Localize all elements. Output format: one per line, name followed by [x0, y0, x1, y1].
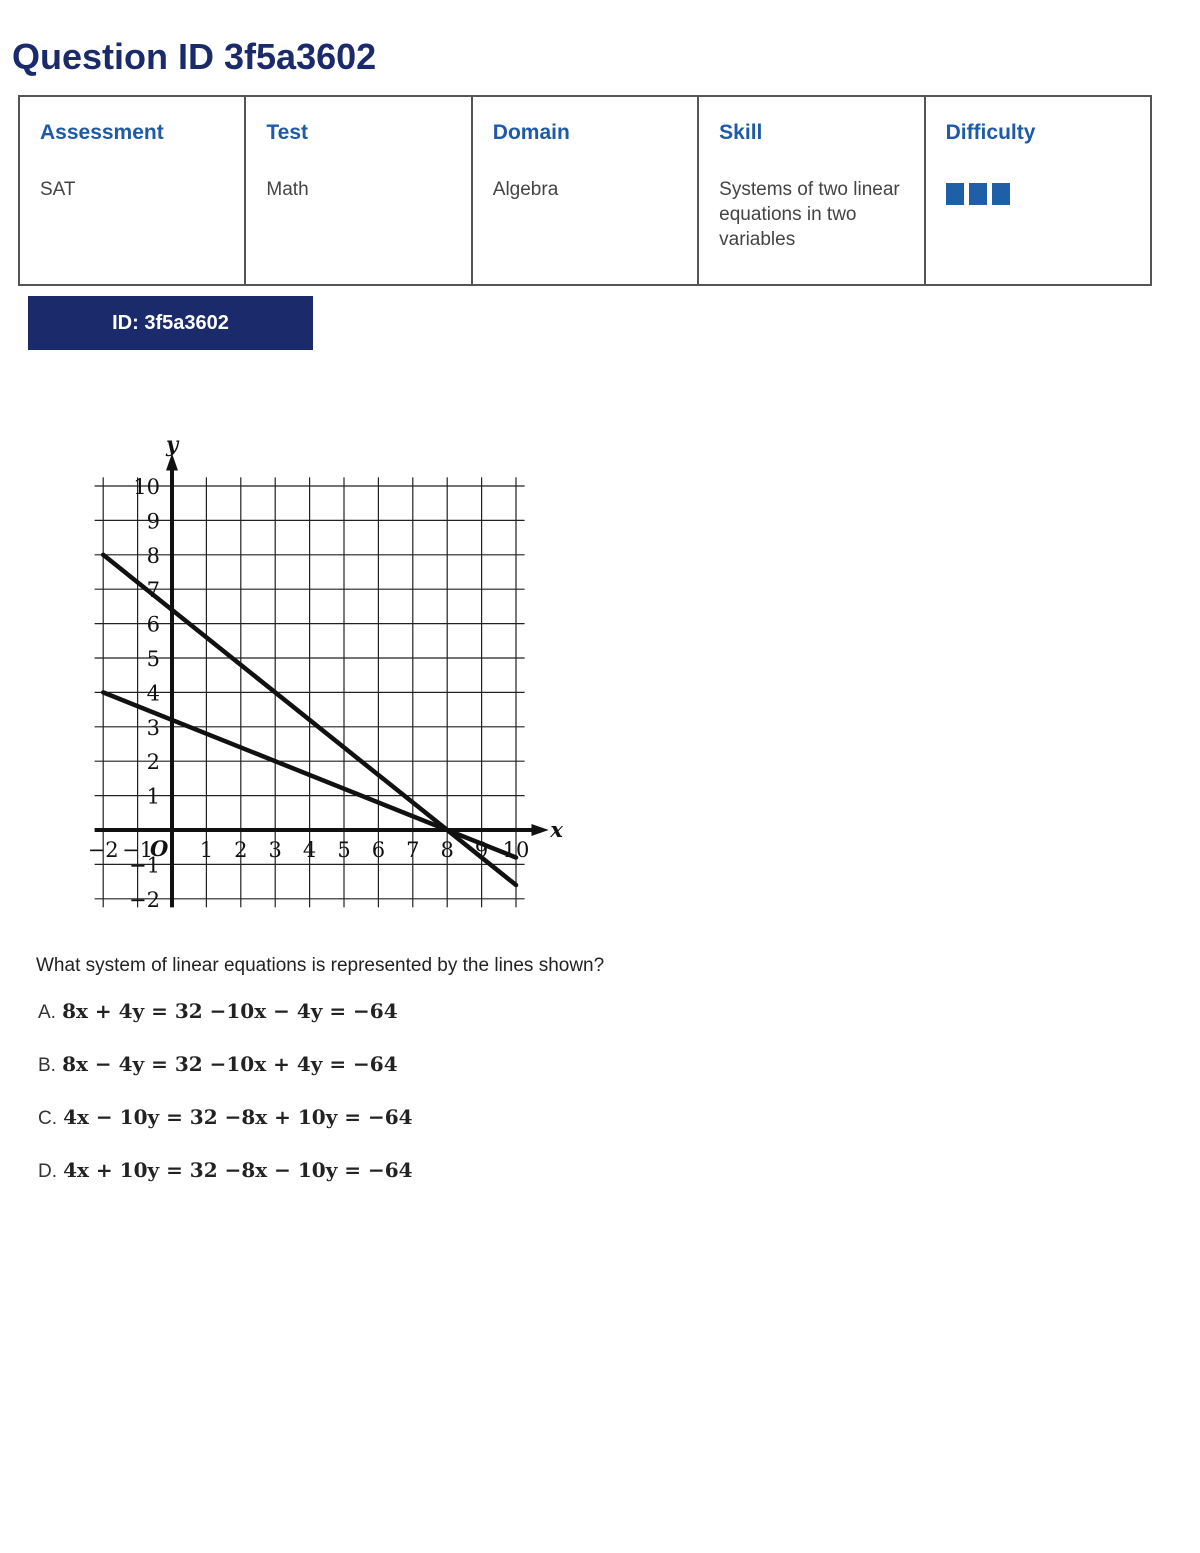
choice-d-equation: 4x + 10y = 32 −8x − 10y = −64 — [63, 1158, 413, 1182]
x-tick-label: 10 — [502, 838, 530, 862]
test-header: Test — [266, 121, 309, 144]
y-tick-label: −1 — [129, 853, 160, 878]
y-axis-label: y — [166, 431, 179, 457]
x-tick-label: 7 — [406, 838, 420, 862]
x-tick-label: 5 — [337, 838, 351, 862]
domain-header: Domain — [492, 121, 570, 144]
test-cell — [245, 96, 471, 285]
difficulty-header: Difficulty — [945, 121, 1036, 144]
x-tick-label: 2 — [234, 838, 248, 862]
y-tick-label: 5 — [146, 647, 160, 671]
page-title: Question ID 3f5a3602 — [12, 36, 377, 77]
y-tick-label: 2 — [146, 750, 160, 775]
domain-value: Algebra — [492, 179, 559, 200]
y-tick-label: 6 — [146, 612, 160, 637]
difficulty-indicator — [946, 183, 1130, 205]
question-id-badge: ID: 3f5a3602 — [28, 296, 313, 350]
x-tick-label: 8 — [440, 838, 454, 862]
x-axis-arrow — [531, 824, 548, 836]
question-meta-table — [18, 95, 1152, 286]
assessment-value: SAT — [40, 179, 76, 200]
y-tick-label: 3 — [146, 715, 160, 740]
difficulty-bar — [992, 183, 1010, 205]
assessment-header: Assessment — [40, 121, 164, 144]
skill-cell — [698, 96, 924, 285]
choice-d[interactable] — [38, 1157, 413, 1183]
choice-c-letter: C. — [38, 1108, 57, 1129]
choice-c-equation: 4x − 10y = 32 −8x + 10y = −64 — [63, 1105, 413, 1129]
y-tick-label: 9 — [146, 509, 160, 534]
coordinate-graph — [60, 430, 563, 920]
choice-a[interactable] — [38, 998, 398, 1024]
choice-c[interactable] — [38, 1104, 413, 1130]
choice-b[interactable] — [38, 1051, 398, 1077]
assessment-cell — [19, 96, 245, 285]
choice-a-letter: A. — [38, 1002, 56, 1023]
choice-b-equation: 8x − 4y = 32 −10x + 4y = −64 — [62, 1052, 398, 1076]
x-tick-label: 9 — [474, 838, 489, 862]
domain-cell — [472, 96, 698, 285]
question-prompt: What system of linear equations is represented by the lines shown? — [36, 955, 605, 976]
x-axis-label: x — [550, 817, 563, 842]
x-tick-label: −1 — [122, 838, 154, 862]
x-tick-label: 1 — [199, 838, 214, 862]
choice-b-letter: B. — [38, 1055, 56, 1076]
y-tick-label: 10 — [133, 475, 160, 499]
choice-a-equation: 8x + 4y = 32 −10x − 4y = −64 — [62, 999, 398, 1023]
y-tick-label: −2 — [129, 887, 160, 912]
x-tick-label: −2 — [87, 838, 119, 862]
difficulty-bar — [946, 183, 964, 205]
x-tick-label: 6 — [371, 838, 386, 862]
y-tick-label: 7 — [146, 578, 160, 603]
difficulty-bar — [969, 183, 987, 205]
choice-d-letter: D. — [38, 1161, 57, 1182]
y-tick-label: 1 — [146, 784, 160, 809]
origin-label: O — [150, 836, 169, 861]
x-tick-label: 3 — [268, 838, 282, 862]
skill-header: Skill — [719, 121, 763, 144]
skill-value: Systems of two linear equations in two variables — [719, 179, 900, 250]
y-tick-label: 8 — [146, 543, 160, 568]
test-value: Math — [266, 179, 309, 200]
x-tick-label: 4 — [302, 838, 317, 862]
difficulty-cell — [925, 96, 1151, 285]
y-tick-label: 4 — [146, 681, 160, 706]
